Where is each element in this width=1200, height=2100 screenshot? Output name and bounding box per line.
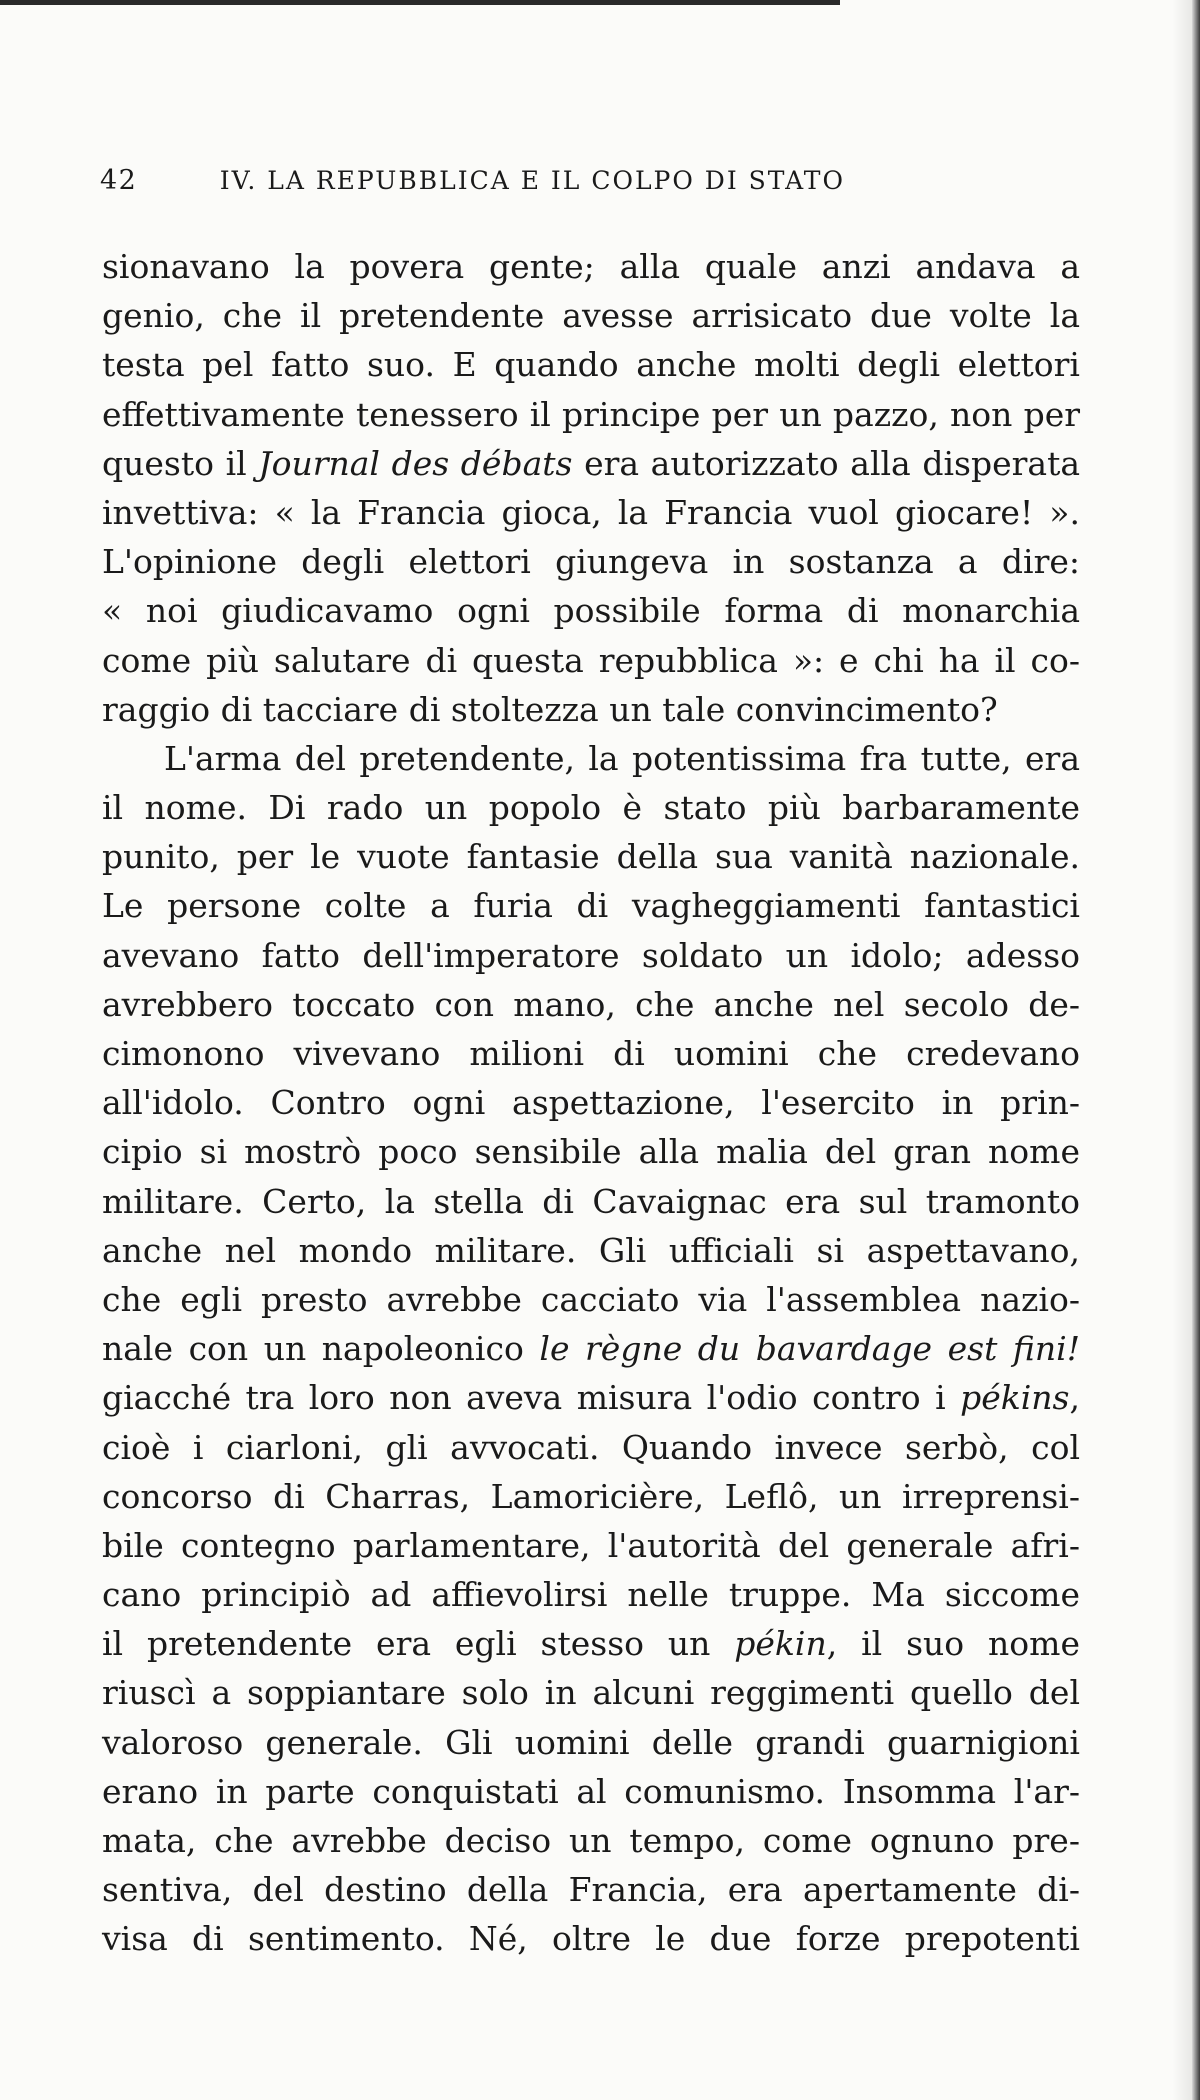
italic-phrase: le règne du bavardage est fini! bbox=[539, 1329, 1080, 1369]
text-segment: all'idolo. Contro ogni aspettazione, l'esercito in prin- bbox=[102, 1083, 1080, 1123]
text-line bbox=[102, 488, 1080, 537]
text-line bbox=[102, 1226, 1080, 1275]
text-segment: testa pel fatto suo. E quando anche molti degli elettori bbox=[102, 345, 1080, 385]
running-header bbox=[100, 165, 960, 196]
text-line bbox=[102, 291, 1080, 340]
top-scan-border bbox=[0, 0, 840, 5]
text-segment: genio, che il pretendente avesse arrisicato due volte la bbox=[102, 296, 1080, 336]
text-segment: riuscì a soppiantare solo in alcuni reggimenti quello del bbox=[102, 1673, 1080, 1713]
text-line bbox=[102, 1767, 1080, 1816]
text-line bbox=[102, 734, 1080, 783]
italic-phrase: pékins bbox=[960, 1378, 1070, 1418]
text-segment: punito, per le vuote fantasie della sua vanità nazionale. bbox=[102, 837, 1080, 877]
text-segment: raggio di tacciare di stoltezza un tale convincimento? bbox=[102, 689, 998, 729]
text-segment: avevano fatto dell'imperatore soldato un idolo; adesso bbox=[102, 935, 1080, 975]
text-line bbox=[102, 1521, 1080, 1570]
text-line bbox=[102, 1127, 1080, 1176]
text-segment: concorso di Charras, Lamoricière, Leflô, un irreprensi- bbox=[102, 1476, 1080, 1516]
text-line bbox=[102, 1324, 1080, 1373]
text-segment: « noi giudicavamo ogni possibile forma di monarchia bbox=[102, 591, 1080, 631]
running-title: IV. LA REPUBBLICA E IL COLPO DI STATO bbox=[219, 166, 845, 195]
page-number: 42 bbox=[100, 165, 138, 196]
body-text bbox=[102, 242, 1080, 1964]
binding-shadow bbox=[1172, 0, 1192, 2100]
text-line bbox=[102, 1816, 1080, 1865]
text-segment: erano in parte conquistati al comunismo. Insomma l'ar- bbox=[102, 1771, 1080, 1811]
text-segment: Le persone colte a furia di vagheggiamenti fantastici bbox=[102, 886, 1080, 926]
text-segment: avrebbero toccato con mano, che anche nel secolo de- bbox=[102, 984, 1080, 1024]
text-segment: sentiva, del destino della Francia, era apertamente di- bbox=[102, 1870, 1080, 1910]
text-line bbox=[102, 1029, 1080, 1078]
text-line bbox=[102, 1914, 1080, 1963]
text-line bbox=[102, 980, 1080, 1029]
text-segment: effettivamente tenessero il principe per un pazzo, non per bbox=[102, 394, 1080, 434]
text-segment: anche nel mondo militare. Gli ufficiali si aspettavano, bbox=[102, 1230, 1080, 1270]
text-line bbox=[102, 1570, 1080, 1619]
text-segment: , bbox=[1069, 1378, 1080, 1418]
text-line bbox=[102, 1865, 1080, 1914]
text-line bbox=[102, 1275, 1080, 1324]
text-line bbox=[102, 1373, 1080, 1422]
text-segment: L'opinione degli elettori giungeva in sostanza a dire: bbox=[102, 542, 1080, 582]
text-line bbox=[102, 832, 1080, 881]
text-segment: sionavano la povera gente; alla quale anzi andava a bbox=[102, 247, 1080, 286]
text-line bbox=[102, 931, 1080, 980]
text-segment: cioè i ciarloni, gli avvocati. Quando invece serbò, col bbox=[102, 1427, 1080, 1467]
text-line bbox=[102, 1472, 1080, 1521]
text-line bbox=[102, 390, 1080, 439]
italic-phrase: Journal des débats bbox=[258, 443, 573, 483]
text-segment: che egli presto avrebbe cacciato via l'assemblea nazio- bbox=[102, 1279, 1080, 1319]
text-segment: giacché tra loro non aveva misura l'odio contro i bbox=[102, 1378, 961, 1418]
text-line bbox=[102, 439, 1080, 488]
text-line bbox=[102, 1078, 1080, 1127]
text-segment: il nome. Di rado un popolo è stato più barbaramente bbox=[102, 788, 1080, 828]
text-segment: L'arma del pretendente, la potentissima fra tutte, era bbox=[164, 738, 1080, 778]
text-segment: , il suo nome bbox=[826, 1624, 1080, 1664]
text-line bbox=[102, 636, 1080, 685]
text-segment: bile contegno parlamentare, l'autorità del generale afri- bbox=[102, 1525, 1080, 1565]
italic-phrase: pékin bbox=[734, 1624, 827, 1664]
text-line bbox=[102, 586, 1080, 635]
right-scan-edge bbox=[1192, 0, 1200, 2100]
text-segment: cano principiò ad affievolirsi nelle truppe. Ma siccome bbox=[102, 1575, 1080, 1615]
text-line bbox=[102, 881, 1080, 930]
text-segment: militare. Certo, la stella di Cavaignac era sul tramonto bbox=[102, 1181, 1080, 1221]
text-line bbox=[102, 1668, 1080, 1717]
text-line bbox=[102, 685, 1080, 734]
text-segment: invettiva: « la Francia gioca, la Francia vuol giocare! ». bbox=[102, 492, 1080, 532]
text-segment: mata, che avrebbe deciso un tempo, come ognuno pre- bbox=[102, 1821, 1080, 1860]
text-segment: come più salutare di questa repubblica »: e chi ha il co- bbox=[102, 640, 1080, 680]
text-line bbox=[102, 1619, 1080, 1668]
text-segment: cimonono vivevano milioni di uomini che credevano bbox=[102, 1034, 1080, 1073]
text-line bbox=[102, 1423, 1080, 1472]
text-segment: era autorizzato alla disperata bbox=[572, 443, 1081, 483]
text-line bbox=[102, 537, 1080, 586]
text-line bbox=[102, 1177, 1080, 1226]
text-segment: questo il bbox=[102, 443, 259, 483]
text-segment: visa di sentimento. Né, oltre le due forze prepotenti bbox=[102, 1919, 1080, 1959]
text-segment: nale con un napoleonico bbox=[102, 1329, 540, 1369]
text-segment: valoroso generale. Gli uomini delle grandi guarnigioni bbox=[102, 1722, 1080, 1762]
text-segment: cipio si mostrò poco sensibile alla malia del gran nome bbox=[102, 1132, 1080, 1172]
text-segment: il pretendente era egli stesso un bbox=[102, 1624, 735, 1664]
text-line bbox=[102, 783, 1080, 832]
text-line bbox=[102, 340, 1080, 389]
text-line bbox=[102, 1718, 1080, 1767]
text-line bbox=[102, 242, 1080, 291]
